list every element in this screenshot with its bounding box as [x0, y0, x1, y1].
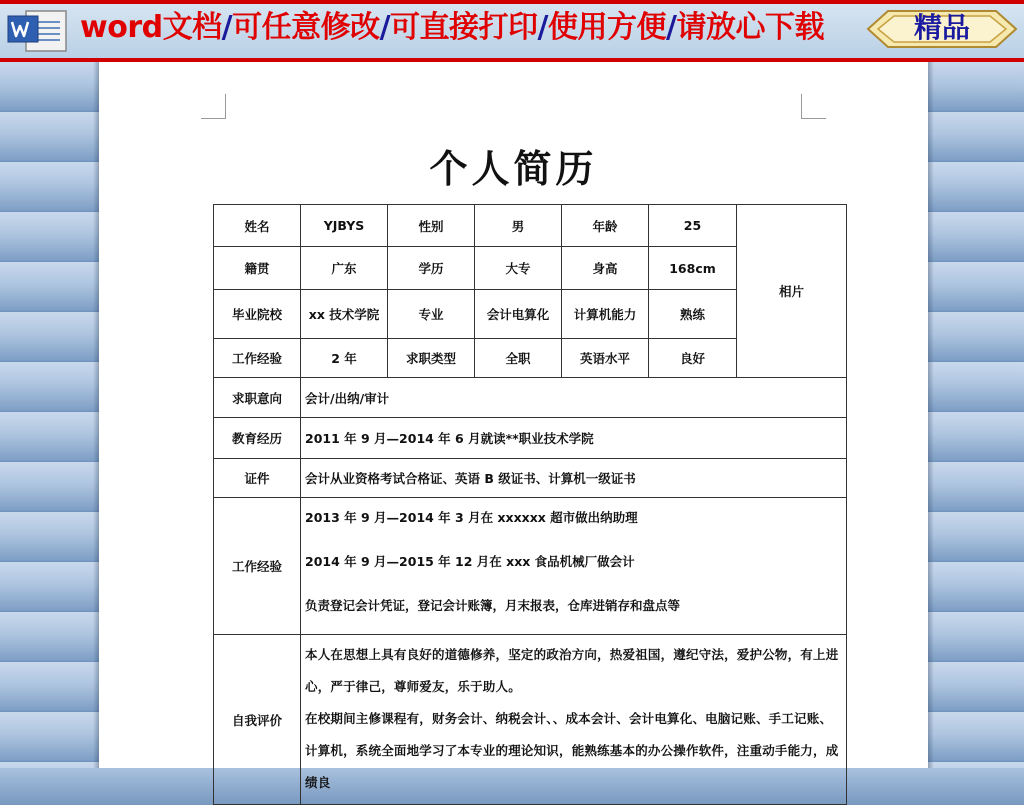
value-cell: 熟练 — [649, 290, 737, 339]
value-cell: 会计电算化 — [475, 290, 562, 339]
photo-cell: 相片 — [737, 205, 847, 378]
banner-slash: / — [221, 10, 233, 45]
self-eval-paragraph: 在校期间主修课程有，财务会计、纳税会计、、成本会计、会计电算化、电脑记账、手工记账、计算机，系统全面地学习了本专业的理论知识，能熟练基本的办公操作软件，注重动手能力，成绩良 — [305, 711, 839, 790]
banner-part: 可直接打印 — [390, 10, 538, 45]
banner-slash: / — [537, 10, 549, 45]
value-cell: xx 技术学院 — [301, 290, 388, 339]
banner-part: 请放心下载 — [676, 10, 824, 45]
work-line: 负责登记会计凭证，登记会计账簿，月末报表，仓库进销存和盘点等 — [305, 598, 681, 613]
banner-slogan — [80, 6, 824, 50]
table-row — [214, 459, 847, 498]
table-row — [214, 418, 847, 459]
label-cell: 毕业院校 — [214, 290, 301, 339]
work-line: 2013 年 9 月—2014 年 3 月在 xxxxxx 超市做出纳助理 — [305, 510, 638, 525]
table-row — [214, 205, 847, 247]
banner-slash: / — [379, 10, 391, 45]
label-cell: 姓名 — [214, 205, 301, 247]
left-background-band — [0, 62, 99, 768]
right-background-band — [928, 62, 1024, 768]
banner-part: 可任意修改 — [232, 10, 380, 45]
banner-part: 使用方便 — [548, 10, 667, 45]
margin-corner-mark — [201, 94, 226, 119]
label-cell: 性别 — [388, 205, 475, 247]
label-cell: 证件 — [214, 459, 301, 498]
table-row — [214, 635, 847, 805]
job-intent-value: 会计/出纳/审计 — [301, 378, 847, 418]
work-line: 2014 年 9 月—2015 年 12 月在 xxx 食品机械厂做会计 — [305, 554, 635, 569]
value-cell: YJBYS — [301, 205, 388, 247]
label-cell: 教育经历 — [214, 418, 301, 459]
value-cell: 广东 — [301, 247, 388, 290]
value-cell: 168cm — [649, 247, 737, 290]
label-cell: 求职类型 — [388, 339, 475, 378]
label-cell: 计算机能力 — [562, 290, 649, 339]
value-cell: 良好 — [649, 339, 737, 378]
premium-badge — [866, 5, 1018, 53]
banner-top-line — [0, 0, 1024, 4]
value-cell: 全职 — [475, 339, 562, 378]
self-eval-paragraph: 本人在思想上具有良好的道德修养，坚定的政治方向，热爱祖国，遵纪守法，爱护公物，有上进心，严于律己，尊师爱友，乐于助人。 — [305, 647, 839, 694]
self-evaluation-value — [301, 635, 847, 805]
label-cell: 专业 — [388, 290, 475, 339]
label-cell: 籍贯 — [214, 247, 301, 290]
value-cell: 2 年 — [301, 339, 388, 378]
certificates-value: 会计从业资格考试合格证、英语 B 级证书、计算机一级证书 — [301, 459, 847, 498]
resume-table — [213, 204, 847, 805]
banner-slash: / — [666, 10, 677, 45]
label-cell: 求职意向 — [214, 378, 301, 418]
education-value: 2011 年 9 月—2014 年 6 月就读**职业技术学院 — [301, 418, 847, 459]
table-row — [214, 498, 847, 635]
label-cell: 英语水平 — [562, 339, 649, 378]
label-cell: 工作经验 — [214, 339, 301, 378]
download-banner — [0, 0, 1024, 62]
label-cell: 年龄 — [562, 205, 649, 247]
label-cell: 工作经验 — [214, 498, 301, 635]
banner-part: word文档 — [80, 10, 222, 45]
table-row — [214, 378, 847, 418]
label-cell: 自我评价 — [214, 635, 301, 805]
badge-label: 精品 — [913, 11, 970, 44]
document-page — [99, 62, 928, 790]
resume-title: 个人简历 — [429, 147, 598, 191]
value-cell: 大专 — [475, 247, 562, 290]
work-experience-value — [301, 498, 847, 635]
value-cell: 男 — [475, 205, 562, 247]
word-document-icon — [6, 8, 74, 54]
value-cell: 25 — [649, 205, 737, 247]
label-cell: 学历 — [388, 247, 475, 290]
margin-corner-mark — [801, 94, 826, 119]
label-cell: 身高 — [562, 247, 649, 290]
